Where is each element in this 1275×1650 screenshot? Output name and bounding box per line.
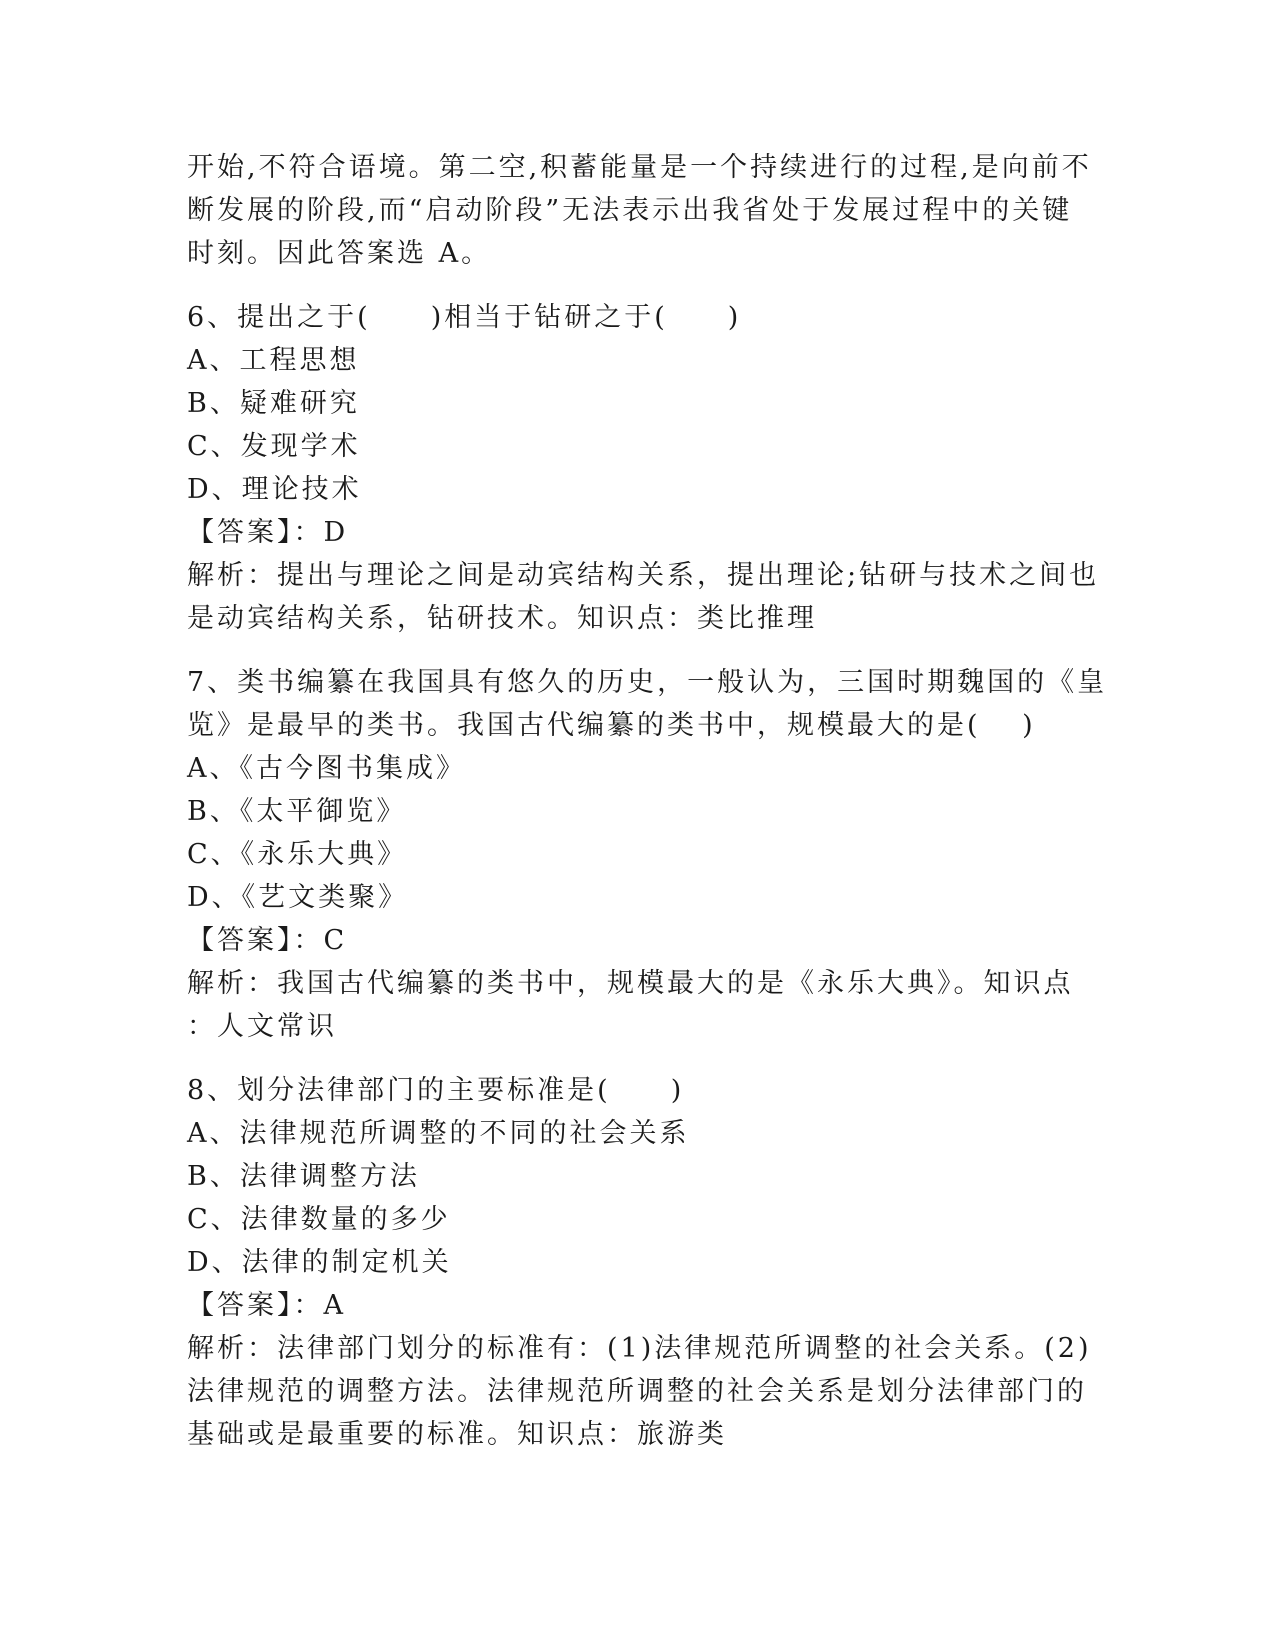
analysis-line: 法律规范的调整方法。法律规范所调整的社会关系是划分法律部门的 [187, 1376, 1087, 1407]
option-d: D、理论技术 [187, 474, 362, 505]
question-8 [187, 1069, 1092, 1456]
text-line: 断发展的阶段,而“启动阶段”无法表示出我省处于发展过程中的关键 [187, 195, 1073, 226]
option-b: B、《太平御览》 [187, 796, 407, 827]
option-d: D、《艺文类聚》 [187, 882, 409, 913]
answer-label: 【答案】：C [187, 925, 348, 956]
question-7 [187, 661, 1108, 1048]
answer-label: 【答案】：D [187, 517, 349, 548]
analysis-line: ：人文常识 [187, 1011, 337, 1042]
text-line: 开始,不符合语境。第二空,积蓄能量是一个持续进行的过程,是向前不 [187, 152, 1092, 183]
option-a: A、《古今图书集成》 [187, 753, 466, 784]
option-b: B、法律调整方法 [187, 1161, 420, 1192]
question-6 [187, 296, 1100, 640]
analysis-line: 解析：法律部门划分的标准有：(1)法律规范所调整的社会关系。(2) [187, 1333, 1092, 1364]
option-d: D、法律的制定机关 [187, 1247, 452, 1278]
document-page [187, 146, 1108, 1456]
option-c: C、《永乐大典》 [187, 839, 408, 870]
option-b: B、疑难研究 [187, 388, 360, 419]
text-line: 时刻。因此答案选 A。 [187, 238, 492, 269]
option-a: A、工程思想 [187, 345, 360, 376]
analysis-line: 解析：提出与理论之间是动宾结构关系，提出理论;钻研与技术之间也 [187, 560, 1100, 591]
question-stem: 6、提出之于( )相当于钻研之于( ) [187, 302, 742, 333]
question-stem: 览》是最早的类书。我国古代编纂的类书中，规模最大的是( ) [187, 710, 1036, 741]
answer-label: 【答案】：A [187, 1290, 346, 1321]
question-stem: 8、划分法律部门的主要标准是( ) [187, 1075, 685, 1106]
option-c: C、发现学术 [187, 431, 361, 462]
continuation-paragraph [187, 146, 1092, 275]
analysis-line: 基础或是最重要的标准。知识点：旅游类 [187, 1419, 727, 1450]
question-stem: 7、类书编纂在我国具有悠久的历史，一般认为，三国时期魏国的《皇 [187, 667, 1108, 698]
analysis-line: 是动宾结构关系，钻研技术。知识点：类比推理 [187, 603, 817, 634]
analysis-line: 解析：我国古代编纂的类书中，规模最大的是《永乐大典》。知识点 [187, 968, 1074, 999]
option-c: C、法律数量的多少 [187, 1204, 451, 1235]
option-a: A、法律规范所调整的不同的社会关系 [187, 1118, 690, 1149]
